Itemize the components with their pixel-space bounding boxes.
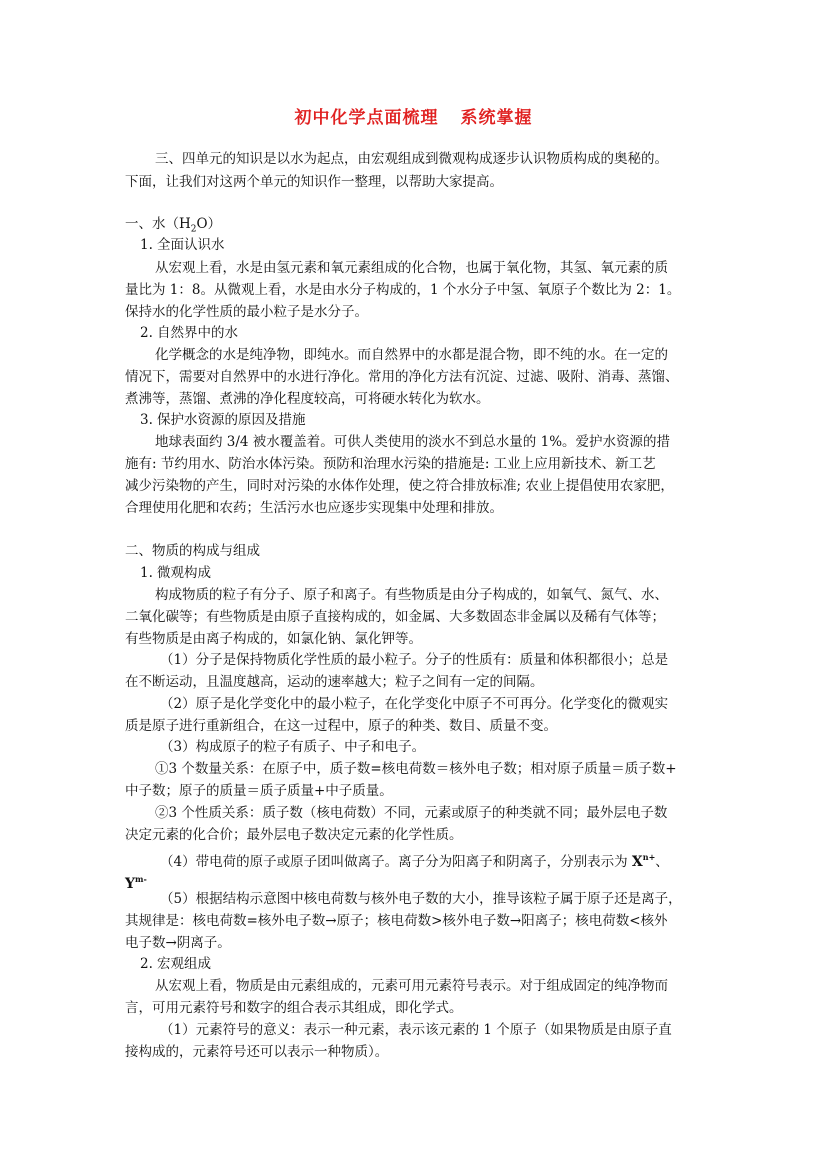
section-1-heading: 一、水$(H_2O)$ bbox=[125, 216, 222, 235]
paragraph-line: （2）原子是化学变化中的最小粒子，在化学变化中原子不可再分。化学变化的微观实 bbox=[160, 696, 669, 712]
paragraph-line: 保持水的化学性质的最小粒子是水分子。 bbox=[125, 304, 368, 320]
title-part-1: 初中化学点面梳理 bbox=[294, 108, 439, 128]
paragraph-line: 质是原子进行重新组合，在这一过程中，原子的种类、数目、质量不变。 bbox=[125, 718, 557, 734]
paragraph-line: 施有: 节约用水、防治水体污染。预防和治理水污染的措施是: 工业上应用新技术、新工艺 bbox=[125, 456, 656, 472]
title-part-2: 系统掌握 bbox=[460, 108, 533, 128]
subsection-heading: 3. 保护水资源的原因及措施 bbox=[140, 412, 306, 428]
paragraph-line: （5）根据结构示意图中核电荷数与核外电子数的大小，推导该粒子属于原子还是离子， bbox=[160, 891, 682, 907]
paragraph-line: （4）带电荷的原子或原子团叫做离子。离子分为阳离子和阴离子，分别表示为 $X^{n+}$、 bbox=[160, 852, 669, 870]
paragraph-line: 合理使用化肥和农药；生活污水也应逐步实现集中处理和排放。 bbox=[125, 500, 503, 516]
page-title bbox=[0, 103, 827, 128]
paragraph-line: 二氧化碳等；有些物质是由原子直接构成的，如金属、大多数固态非金属以及稀有气体等； bbox=[125, 609, 665, 625]
paragraph-line: 量比为 1：8。从微观上看，水是由水分子构成的，1 个水分子中氢、氧原子个数比为 2：1。 bbox=[125, 282, 681, 298]
paragraph-line: 中子数；原子的质量＝质子质量+中子质量。 bbox=[125, 783, 393, 799]
paragraph-line: 构成物质的粒子有分子、原子和离子。有些物质是由分子构成的，如氧气、氮气、水、 bbox=[155, 587, 668, 603]
paragraph-line: 电子数→阴离子。 bbox=[125, 935, 231, 951]
paragraph-line: 减少污染物的产生，同时对污染的水体作处理，使之符合排放标准; 农业上提倡使用农家肥， bbox=[125, 478, 674, 494]
intro-line-2: 下面，让我们对这两个单元的知识作一整理，以帮助大家提高。 bbox=[125, 174, 503, 190]
paragraph-line: 在不断运动，且温度越高，运动的速率越大；粒子之间有一定的间隔。 bbox=[125, 674, 544, 690]
intro-line-1: 三、四单元的知识是以水为起点，由宏观组成到微观构成逐步认识物质构成的奥秘的。 bbox=[155, 151, 668, 167]
paragraph-line: 有些物质是由离子构成的，如氯化钠、氯化钾等。 bbox=[125, 631, 422, 647]
subsection-heading: 2. 自然界中的水 bbox=[140, 325, 238, 341]
paragraph-line: 接构成的，元素符号还可以表示一种物质）。 bbox=[125, 1044, 389, 1060]
paragraph-line: 从宏观上看，物质是由元素组成的，元素可用元素符号表示。对于组成固定的纯净物而 bbox=[155, 978, 668, 994]
paragraph-line bbox=[125, 869, 147, 894]
anion-symbol: $Y^{m-}$ bbox=[125, 874, 147, 892]
paragraph-line: （3）构成原子的粒子有质子、中子和电子。 bbox=[160, 739, 426, 755]
subsection-heading: 1. 全面认识水 bbox=[140, 237, 225, 253]
paragraph-line: 从宏观上看，水是由氢元素和氧元素组成的化合物，也属于氧化物，其氢、氧元素的质 bbox=[155, 260, 668, 276]
paragraph-line: 言，可用元素符号和数字的组合表示其组成，即化学式。 bbox=[125, 1000, 463, 1016]
subsection-heading: 2. 宏观组成 bbox=[140, 956, 211, 972]
paragraph-line: 煮沸等，蒸馏、煮沸的净化程度较高，可将硬水转化为软水。 bbox=[125, 391, 490, 407]
cation-symbol: $X^{n+}$ bbox=[631, 852, 656, 870]
paragraph-line: 其规律是：核电荷数=核外电子数→原子；核电荷数>核外电子数→阳离子；核电荷数<核外 bbox=[125, 913, 668, 929]
paragraph-line: 决定元素的化合价；最外层电子数决定元素的化学性质。 bbox=[125, 827, 463, 843]
section-2-heading: 二、物质的构成与组成 bbox=[125, 543, 260, 559]
paragraph-line: ①3 个数量关系：在原子中，质子数=核电荷数＝核外电子数；相对原子质量＝质子数+ bbox=[155, 761, 677, 777]
paragraph-line: （1）元素符号的意义：表示一种元素，表示该元素的 1 个原子（如果物质是由原子直 bbox=[160, 1022, 672, 1038]
paragraph-line: 化学概念的水是纯净物，即纯水。而自然界中的水都是混合物，即不纯的水。在一定的 bbox=[155, 347, 668, 363]
paragraph-line: 情况下，需要对自然界中的水进行净化。常用的净化方法有沉淀、过滤、吸附、消毒、蒸馏、 bbox=[125, 369, 679, 385]
subsection-heading: 1. 微观构成 bbox=[140, 565, 211, 581]
paragraph-line: （1）分子是保持物质化学性质的最小粒子。分子的性质有：质量和体积都很小；总是 bbox=[160, 652, 669, 668]
paragraph-line: 地球表面约 3/4 被水覆盖着。可供人类使用的淡水不到总水量的 1%。爱护水资源的措 bbox=[155, 434, 671, 450]
paragraph-line: ②3 个性质关系：质子数（核电荷数）不同，元素或原子的种类就不同；最外层电子数 bbox=[155, 805, 668, 821]
